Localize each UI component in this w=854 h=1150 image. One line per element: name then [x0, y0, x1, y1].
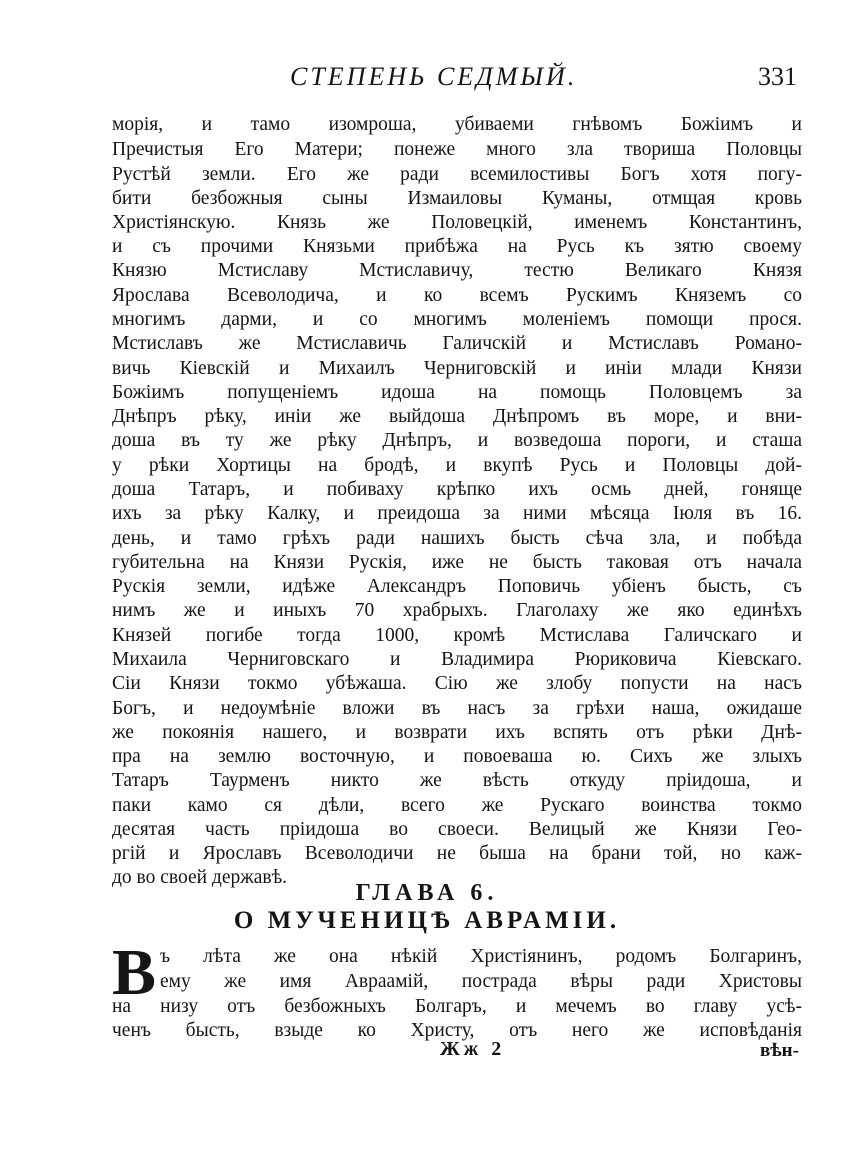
text-line: и съ прочими Князьми прибѣжа на Русь къ зятю своему — [112, 236, 802, 257]
text-line: Татаръ Таурменъ никто же вѣсть откуду пріидоша, и — [112, 770, 802, 791]
text-line: у рѣки Хортицы на бродѣ, и вкупѣ Русь и Половцы дой- — [112, 455, 802, 476]
text-line: день, и тамо грѣхъ ради нашихъ бысть сѣча зла, и побѣда — [112, 528, 802, 549]
text-line: Рускія земли, идѣже Александръ Поповичь убіенъ бысть, съ — [112, 576, 802, 597]
text-line: до во своей державѣ. — [112, 867, 288, 888]
text-line: Мстиславъ же Мстиславичь Галичскій и Мстиславъ Романо- — [112, 333, 802, 354]
text-line: десятая часть пріидоша во своеси. Велицый же Князи Гео- — [112, 819, 802, 840]
text-line: пра на землю восточную, и повоеваша ю. Сихъ же злыхъ — [112, 746, 802, 767]
text-line: Божіимъ попущеніемъ идоша на помощь Половцемъ за — [112, 382, 802, 403]
text-line: Князей погибе тогда 1000, кромѣ Мстислава Галичскаго и — [112, 625, 802, 646]
text-line: многимъ дарми, и со многимъ моленіемъ помощи прося. — [112, 309, 802, 330]
text-line: Богъ, и недоумѣніе вложи въ насъ за грѣхи наша, ожидаше — [112, 698, 802, 719]
chapter-text-line: ему же имя Авраамій, пострада вѣры ради Христовы — [160, 971, 802, 992]
chapter-text-line: на низу отъ безбожныхъ Болгаръ, и мечемъ во главу усѣ- — [112, 996, 802, 1017]
text-line: доша Татаръ, и побиваху крѣпко ихъ осмь дней, гоняще — [112, 479, 802, 500]
text-line: доша въ ту же рѣку Днѣпръ, и возведоша пороги, и сташа — [112, 430, 802, 451]
text-line: Михаила Черниговскаго и Владимира Рюриковича Кіевскаго. — [112, 649, 802, 670]
text-line: Пречистыя Его Матери; понеже много зла твориша Половцы — [112, 139, 802, 160]
text-line: Рустѣй земли. Его же ради всемилостивы Богъ хотя погу- — [112, 164, 802, 185]
text-line: нимъ же и иныхъ 70 храбрыхъ. Глаголаху же яко единѣхъ — [112, 600, 802, 621]
text-line: Днѣпръ рѣку, иніи же выйдоша Днѣпромъ въ море, и вни- — [112, 406, 802, 427]
text-line: морія, и тамо изомроша, убиваеми гнѣвомъ Божіимъ и — [112, 114, 802, 135]
text-line: Князю Мстиславу Мстиславичу, тестю Великаго Князя — [112, 260, 802, 281]
text-line: же покоянія нашего, и возврати ихъ вспять отъ рѣки Днѣ- — [112, 722, 802, 743]
text-line: бити безбожныя сыны Измаиловы Куманы, отмщая кровь — [112, 188, 802, 209]
text-line: паки камо ся дѣли, всего же Рускаго воинства токмо — [112, 795, 802, 816]
text-line: губительна на Князи Рускія, иже не бысть таковая отъ начала — [112, 552, 802, 573]
chapter-number: ГЛАВА 6. — [355, 880, 499, 906]
chapter-title: О МУЧЕНИЦѢ АВРАМІИ. — [233, 907, 621, 934]
text-line: ргій и Ярославъ Всеволодичи не быша на брани той, но каж- — [112, 843, 802, 864]
drop-cap: В — [112, 936, 157, 1009]
chapter-text-line: ъ лѣта же она нѣкій Христіянинъ, родомъ Болгаринъ, — [160, 946, 802, 967]
text-line: вичь Кіевскій и Михаилъ Черниговскій и иніи млади Князи — [112, 358, 802, 379]
text-line: ихъ за рѣку Калку, и преидоша за ними мѣсяца Іюля въ 16. — [112, 503, 802, 524]
chapter-text-line: ченъ бысть, взыде ко Христу, отъ него же исповѣданія — [112, 1020, 802, 1041]
catchword: вѣн- — [760, 1040, 799, 1061]
text-line: Ярослава Всеволодича, и ко всемъ Рускимъ Княземъ со — [112, 285, 802, 306]
text-line: Сіи Князи токмо убѣжаша. Сію же злобу попусти на насъ — [112, 673, 802, 694]
running-title: СТЕПЕНЬ СЕДМЫЙ. — [290, 62, 578, 91]
signature-mark: Жж 2 — [440, 1038, 506, 1060]
page-number: 331 — [758, 62, 797, 91]
text-line: Христіянскую. Князь же Половецкій, именемъ Константинъ, — [112, 212, 802, 233]
